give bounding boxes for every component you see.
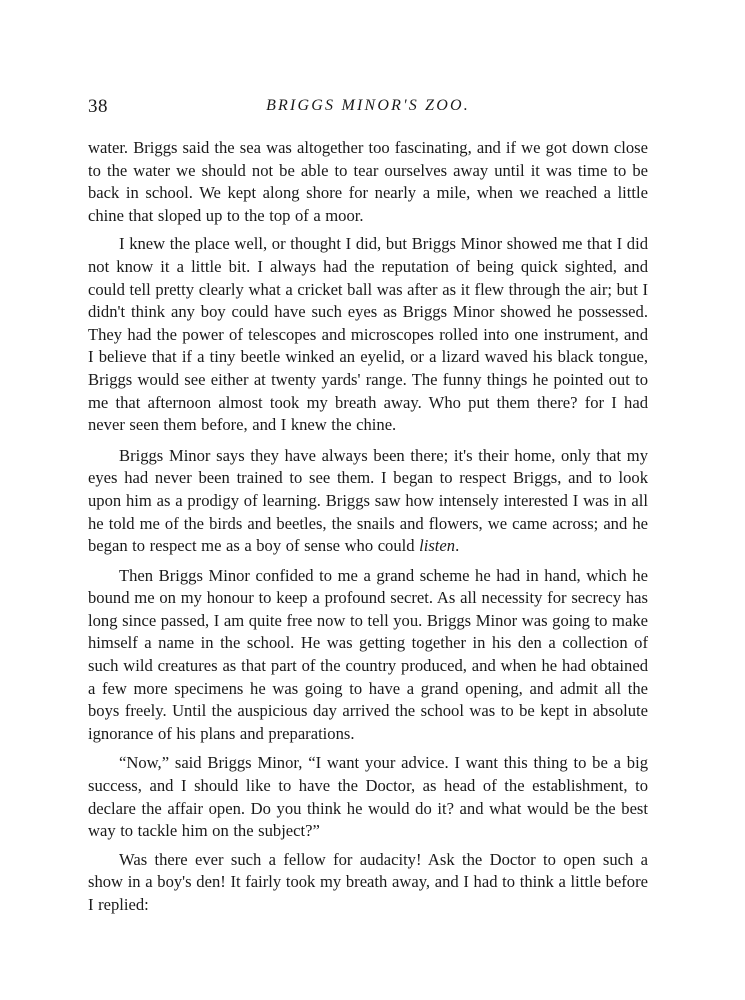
paragraph-text-end: . xyxy=(455,536,460,556)
emphasized-word: listen xyxy=(419,536,456,556)
paragraph: Was there ever such a fellow for audacity! Ask the Doctor to open such a show in a boy's den! It fairly took my breath away, and I had to think a little before I replied: xyxy=(88,849,648,914)
paragraph: “Now,” said Briggs Minor, “I want your advice. I want this thing to be a big success, and I should like to have the Doctor, as head of the establishment, to declare the affair open. Do you think he would do it? and what would be the best way to tackle him on the subject?” xyxy=(88,753,648,841)
paragraph xyxy=(88,445,648,558)
paragraph: water. Briggs said the sea was altogether too fascinating, and if we got down close to the water we should not be able to tear ourselves away until it was time to be back in school. We kept along shore for nearly a mile, when we reached a little chine that sloped up to the top of a moor. xyxy=(88,138,648,225)
paragraph-text: Briggs Minor says they have always been there; it's their home, only that my eyes had never been trained to see them. I began to respect Briggs, and to look upon him as a prodigy of learning. Briggs saw how intensely interested I was in all he told me of the birds and beetles, the snails and flowers, we came across; and he began to respect me as a boy of sense who could xyxy=(88,445,648,556)
running-header xyxy=(88,96,648,122)
paragraph: I knew the place well, or thought I did, but Briggs Minor showed me that I did not know it a little bit. I always had the reputation of being quick sighted, and could tell pretty clearly what a cricket ball was after as it flew through the air; but I didn't think any boy could have such eyes as Briggs Minor showed he possessed. They had the power of telescopes and microscopes rolled into one instrument, and I believe that if a tiny beetle winked an eyelid, or a lizard waved his black tongue, Briggs would see either at twenty yards' range. The funny things he pointed out to me that afternoon almost took my breath away. Who put them there? for I had never seen them before, and I knew the chine. xyxy=(88,234,648,435)
page-number: 38 xyxy=(88,96,108,117)
running-title: BRIGGS MINOR'S ZOO. xyxy=(266,97,470,114)
body-text xyxy=(88,137,648,917)
paragraph: Then Briggs Minor confided to me a grand scheme he had in hand, which he bound me on my honour to keep a profound secret. As all necessity for secrecy has long since passed, I am quite free now to tell you. Briggs Minor was going to make himself a name in the school. He was getting together in his den a collection of such wild creatures as that part of the country produced, and when he had obtained a few more specimens he was going to have a grand opening, and admit all the boys freely. Until the auspicious day arrived the school was to be kept in absolute ignorance of his plans and preparations. xyxy=(88,565,648,743)
